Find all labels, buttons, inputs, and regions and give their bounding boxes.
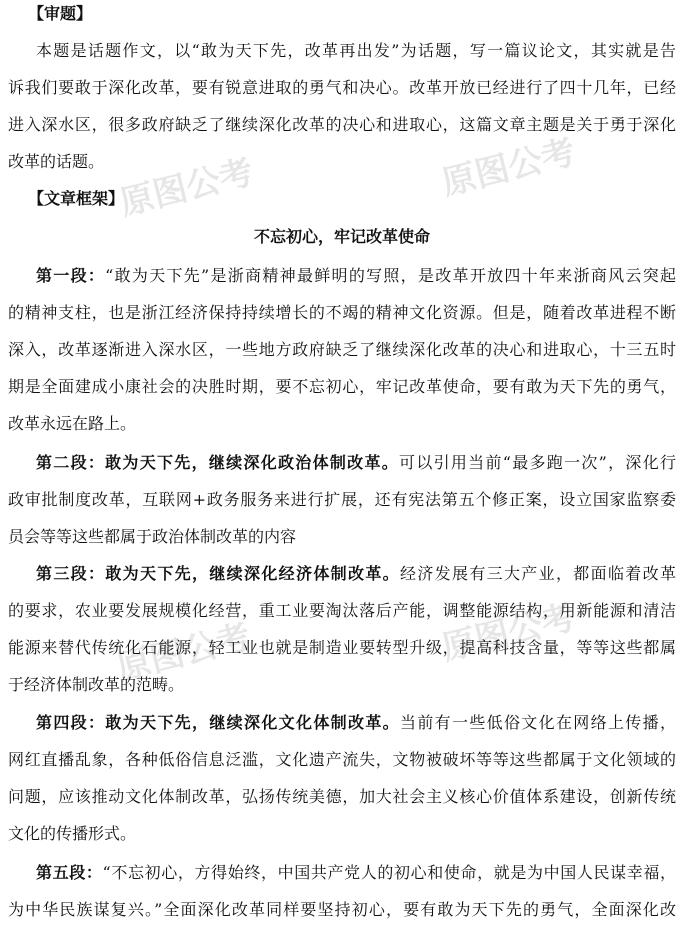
watermark: 原图公考 bbox=[116, 152, 258, 224]
paragraph-1-line: 的精神支柱，也是浙江经济保持持续增长的不竭的精神文化资源。但是，随着改革进程不断 bbox=[8, 303, 676, 322]
paragraph-4-label: 第四段：敢为天下先，继续深化文化体制改革。 bbox=[36, 713, 400, 732]
paragraph-3-text: 经济发展有三大产业，都面临着改革 bbox=[399, 564, 676, 583]
paragraph-3-line: 于经济体制改革的范畴。 bbox=[8, 675, 185, 694]
shenti-line: 改革的话题。 bbox=[8, 152, 105, 171]
shenti-line: 本题是话题作文，以“敢为天下先，改革再出发”为话题，写一篇议论文，其实就是告 bbox=[36, 41, 676, 60]
article-title: 不忘初心，牢记改革使命 bbox=[253, 227, 430, 246]
paragraph-1-line: 期是全面建成小康社会的决胜时期，要不忘初心，牢记改革使命，要有敢为天下先的勇气， bbox=[8, 377, 676, 396]
paragraph-4-first-line bbox=[36, 713, 676, 733]
paragraph-3-label: 第三段：敢为天下先，继续深化经济体制改革。 bbox=[36, 564, 400, 583]
paragraph-4-line: 网红直播乱象，各种低俗信息泛滥，文化遗产流失，文物被破坏等等这些都属于文化领域的 bbox=[8, 750, 676, 769]
paragraph-1-text: “敢为天下先”是浙商精神最鲜明的写照，是改革开放四十年来浙商风云突起 bbox=[105, 266, 676, 285]
paragraph-5-text: “不忘初心，方得始终，中国共产党人的初心和使命，就是为中国人民谋幸福， bbox=[102, 863, 676, 882]
section-heading-shenti: 【审题】 bbox=[28, 4, 93, 23]
shenti-line: 诉我们要敢于深化改革，要有锐意进取的勇气和决心。改革开放已经进行了四十几年，已经 bbox=[8, 78, 676, 97]
paragraph-1-line: 深入，改革逐渐进入深水区，一些地方政府缺乏了继续深化改革的决心和进取心，十三五时 bbox=[8, 340, 676, 359]
paragraph-1-first-line bbox=[36, 266, 676, 286]
paragraph-4-text: 当前有一些低俗文化在网络上传播， bbox=[399, 713, 676, 732]
section-heading-framework: 【文章框架】 bbox=[28, 189, 125, 208]
paragraph-4-line: 文化的传播形式。 bbox=[8, 824, 137, 843]
paragraph-2-line: 政审批制度改革，互联网+政务服务来进行扩展，还有宪法第五个修正案，设立国家监察委 bbox=[8, 490, 676, 509]
paragraph-5-line: 为中华民族谋复兴。”全面深化改革同样要坚持初心，要有敢为天下先的勇气，全面深化改 bbox=[8, 900, 676, 919]
watermark: 原图公考 bbox=[438, 132, 580, 204]
paragraph-2-line: 员会等等这些都属于政治体制改革的内容 bbox=[8, 527, 297, 546]
paragraph-2-label: 第二段：敢为天下先，继续深化政治体制改革。 bbox=[36, 453, 400, 472]
paragraph-5-first-line bbox=[36, 863, 676, 883]
paragraph-3-first-line bbox=[36, 564, 676, 584]
paragraph-1-label: 第一段： bbox=[36, 266, 106, 285]
paragraph-5-label: 第五段： bbox=[36, 863, 103, 882]
paragraph-3-line: 能源来替代传统化石能源，轻工业也就是制造业要转型升级，提高科技含量，等等这些都属 bbox=[8, 638, 676, 657]
paragraph-1-line: 改革永远在路上。 bbox=[8, 414, 137, 433]
watermark: 原图公考 bbox=[113, 617, 255, 689]
paragraph-2-first-line bbox=[36, 453, 676, 473]
paragraph-3-line: 的要求，农业要发展规模化经营，重工业要淘汰落后产能，调整能源结构，用新能源和清洁 bbox=[8, 601, 676, 620]
shenti-line: 进入深水区，很多政府缺乏了继续深化改革的决心和进取心，这篇文章主题是关于勇于深化 bbox=[8, 115, 676, 134]
paragraph-4-line: 问题，应该推动文化体制改革，弘扬传统美德，加大社会主义核心价值体系建设，创新传统 bbox=[8, 787, 676, 806]
watermark: 原图公考 bbox=[438, 597, 580, 669]
paragraph-2-text: 可以引用当前“最多跑一次”，深化行 bbox=[399, 453, 676, 472]
